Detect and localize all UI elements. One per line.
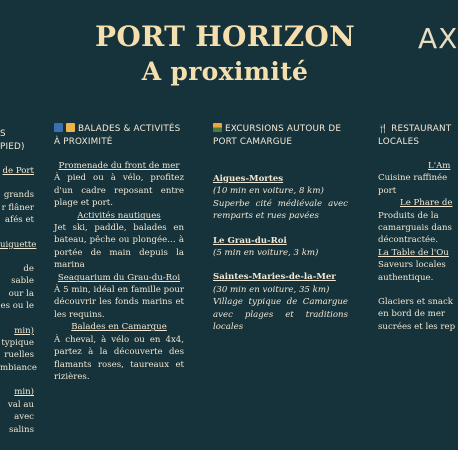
activity-title: Seaquarium du Grau-du-Roi [57,272,181,283]
brand-logo: AX [418,22,458,55]
landscape-icon [213,123,222,132]
snorkel-icon [66,123,75,132]
activity-text: À pied ou à vélo, profitez d'un cadre reposant entre plage et port. [54,173,184,209]
activity-title: Activités nautiques [77,210,161,221]
restaurant-line: camarguais dans [378,223,452,234]
restaurant-line: Glaciers et snack [378,297,453,308]
restaurant-line: authentique. [378,272,434,283]
restaurant-line: sucrées et les rep [378,321,456,332]
left-line: mbiance [0,362,37,373]
restaurant-line: Saveurs locales [378,260,446,271]
restaurant-line: port [378,185,397,196]
activity-text: À 5 min, idéal en famille pour découvrir les fonds marins et les requins. [54,285,184,320]
excursion-title: Aigues-Mortes [213,174,284,184]
activity-title: Promenade du front de mer [58,161,180,171]
column-activities [54,123,184,383]
excursion-distance: (10 min en voiture, 8 km) [213,186,324,197]
restaurants-heading-line2: LOCALES [378,136,420,147]
left-line: avec [14,412,34,423]
excursion-title: Saintes-Maries-de-la-Mer [213,272,336,283]
page-title-line1: PORT HORIZON [94,20,356,53]
left-line: our la [8,288,34,299]
activity-text: Jet ski, paddle, balades en bateau, pêche ou plongée… à portée de main depuis la marina [54,223,184,271]
excursion-distance: (30 min en voiture, 35 km) [213,284,330,295]
left-column-heading-line1: S [0,129,6,139]
activities-heading: BALADES & ACTIVITÉS À PROXIMITÉ [54,124,181,147]
excursion-distance: (5 min en voiture, 3 km) [213,248,319,259]
left-line: uiguette [0,239,37,250]
restaurants-heading: 🍴 RESTAURANT [378,124,452,134]
restaurant-line: Produits de la [378,210,439,221]
left-line: typique [1,338,34,349]
restaurant-line: décontractée. [378,235,438,246]
activity-title: Balades en Camargue [71,322,167,333]
excursions-heading: EXCURSIONS AUTOUR DE PORT CAMARGUE [213,124,342,147]
restaurant-line: La Table de l'Ou [378,247,449,258]
left-line: val au [7,399,34,410]
left-line: r flâner [1,202,34,213]
left-line: ruelles [4,350,34,361]
left-column-heading-line2: PIED) [0,141,25,152]
kick-scooter-icon [54,123,63,132]
restaurant-line: Cuisine raffinée [378,173,448,184]
excursion-title: Le Grau-du-Roi [213,235,287,246]
left-line: afés et [4,215,34,226]
left-line: grands [3,190,34,201]
restaurant-line: L'Am [428,161,451,171]
left-line: de sable [11,264,34,287]
excursion-text: Village typique de Camargue avec plages et traditions locales [213,297,348,333]
column-left-partial [0,128,37,436]
fork-knife-icon: 🍴 [378,124,389,133]
excursion-text: Superbe cité médiévale avec remparts et rues pavées [213,198,348,222]
activity-text: À cheval, à vélo ou en 4x4, partez à la découverte des flamants roses, taureaux et rizières. [54,334,184,382]
left-line: min) [14,325,34,336]
left-line: es ou le [0,301,34,312]
left-line: salins [9,424,34,435]
column-excursions [213,123,348,333]
restaurant-line: Le Phare de [400,198,453,209]
left-line: min) [14,387,34,398]
page-title-line2: A proximité [141,57,309,86]
restaurant-line: en bord de mer [378,309,446,320]
column-restaurants-partial [378,123,456,333]
left-line: de Port [2,166,34,176]
